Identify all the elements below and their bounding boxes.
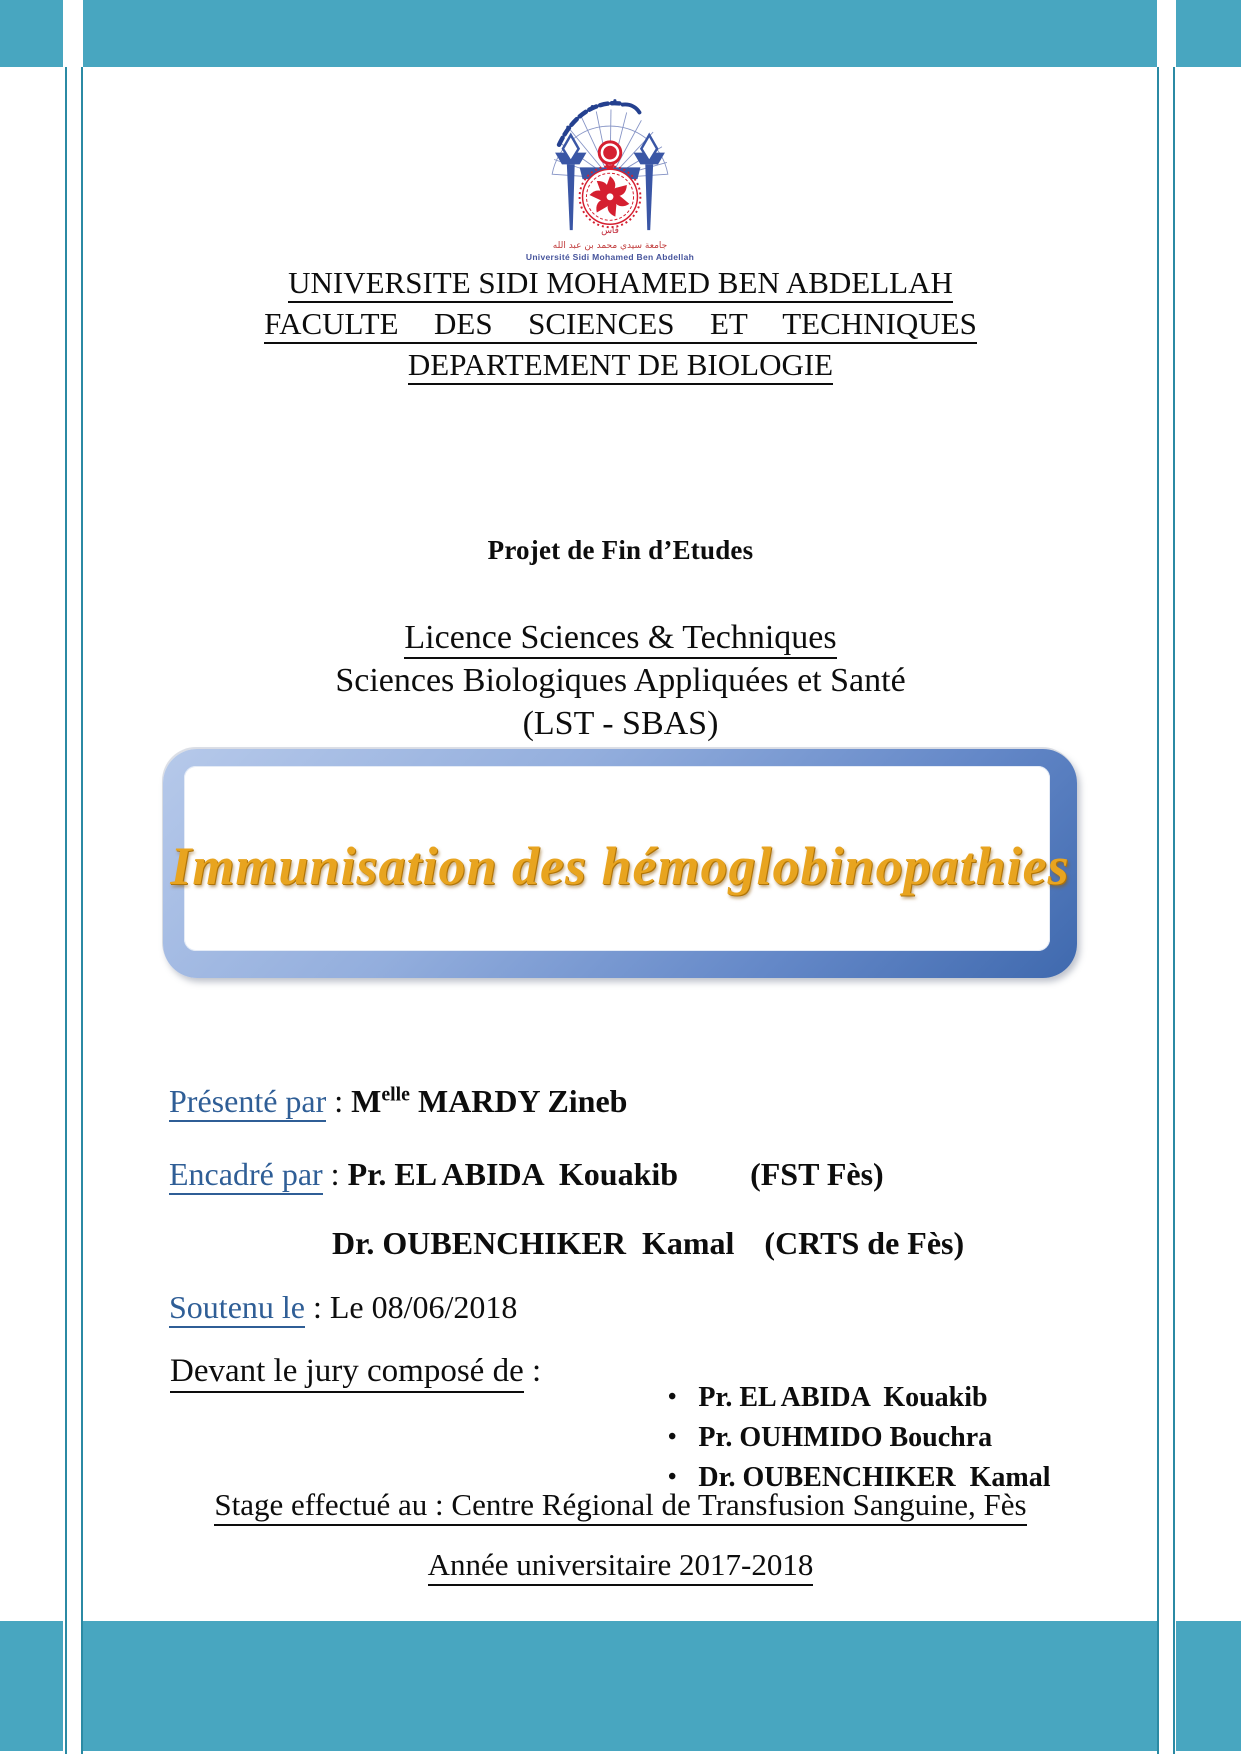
jury-member-name: Pr. EL ABIDA Kouakib xyxy=(698,1382,988,1413)
separator: : xyxy=(304,1289,330,1325)
jury-heading-line xyxy=(137,1316,541,1427)
internship-location: Stage effectué au : Centre Régional de Transfusion Sanguine, Fès xyxy=(214,1487,1026,1526)
defense-date-label: Soutenu le xyxy=(169,1289,305,1328)
supervised-by-label: Encadré par xyxy=(169,1156,323,1195)
internship-location-line xyxy=(0,1487,1241,1523)
frame-band-top-main xyxy=(83,0,1157,67)
acronym-line: (LST - SBAS) xyxy=(522,705,719,742)
degree-line xyxy=(0,616,1241,659)
title-banner xyxy=(163,749,1077,978)
academic-year-line xyxy=(0,1547,1241,1583)
university-logo xyxy=(545,84,675,236)
author-name: MARDY Zineb xyxy=(409,1083,628,1119)
frame-band-top-right xyxy=(1176,0,1241,67)
frame-band-top-left xyxy=(0,0,63,67)
department-name: DEPARTEMENT DE BIOLOGIE xyxy=(408,347,833,385)
department-name-line xyxy=(0,344,1241,385)
university-name: UNIVERSITE SIDI MOHAMED BEN ABDELLAH xyxy=(288,265,953,303)
report-type-title: Projet de Fin d’Etudes xyxy=(487,535,754,565)
logo-caption-french: Université Sidi Mohamed Ben Abdellah xyxy=(525,252,695,262)
author-title: M xyxy=(351,1083,382,1119)
thesis-title: Immunisation des hémoglobinopathies xyxy=(170,836,1070,896)
separator: : xyxy=(322,1156,348,1192)
supervisor1-name: Pr. EL ABIDA Kouakib xyxy=(347,1156,679,1192)
university-logo-block xyxy=(505,84,715,263)
degree-name: Licence Sciences & Techniques xyxy=(404,619,836,659)
university-name-line xyxy=(0,262,1241,303)
frame-band-bottom-main xyxy=(83,1621,1157,1751)
defense-date-value: Le 08/06/2018 xyxy=(329,1289,518,1325)
faculty-name: FACULTE DES SCIENCES ET TECHNIQUES xyxy=(264,306,977,344)
jury-member-name: Pr. OUHMIDO Bouchra xyxy=(698,1422,993,1453)
program-block xyxy=(0,616,1241,745)
supervisor2-name: Dr. OUBENCHIKER Kamal xyxy=(332,1225,735,1261)
speciality-line: Sciences Biologiques Appliquées et Santé xyxy=(335,662,906,699)
jury-heading: Devant le jury composé de xyxy=(170,1353,524,1393)
bullet-icon: • xyxy=(668,1424,677,1450)
author-title-sup: elle xyxy=(381,1083,410,1106)
faculty-name-line xyxy=(0,303,1241,344)
institution-header xyxy=(0,262,1241,385)
supervisor1-org: (FST Fès) xyxy=(750,1156,884,1192)
separator: : xyxy=(326,1083,352,1119)
logo-caption-arabic: جامعة سيدي محمد بن عبد الله xyxy=(552,241,668,251)
supervisor2-org: (CRTS de Fès) xyxy=(764,1225,965,1261)
logo-medallion xyxy=(580,166,641,227)
logo-city-text: فاس xyxy=(601,225,619,236)
presented-by-label: Présenté par xyxy=(169,1083,326,1122)
jury-heading-colon: : xyxy=(523,1353,542,1389)
jury-member-name: Dr. OUBENCHIKER Kamal xyxy=(698,1462,1051,1493)
academic-year: Année universitaire 2017-2018 xyxy=(428,1547,814,1586)
bullet-icon: • xyxy=(668,1464,677,1490)
frame-band-bottom-right xyxy=(1176,1621,1241,1751)
bullet-icon: • xyxy=(668,1384,677,1410)
frame-band-bottom-left xyxy=(0,1621,63,1751)
